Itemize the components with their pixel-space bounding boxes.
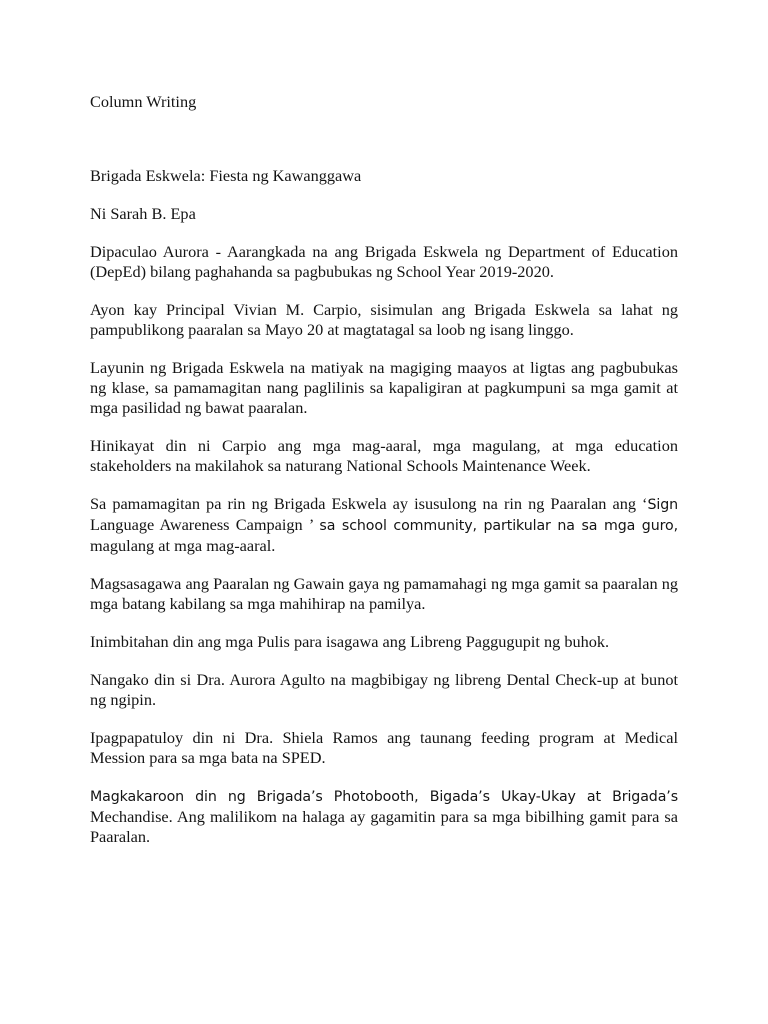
article-paragraph: Inimbitahan din ang mga Pulis para isagawa ang Libreng Paggugupit ng buhok. [90, 632, 610, 651]
article-paragraph: Nangako din si Dra. Aurora Agulto na magbibigay ng libreng Dental Check-up at bunot ng ngipin. [90, 670, 678, 709]
sign-paragraph-part: Sign [647, 497, 678, 513]
article-paragraph: Dipaculao Aurora - Aarangkada na ang Brigada Eskwela ng Department of Education (DepEd) bilang paghahanda sa pagbubukas ng School Year 2019-2020. [90, 242, 678, 281]
article-paragraph: Hinikayat din ni Carpio ang mga mag-aaral, mga magulang, at mga education stakeholders na makilahok sa naturang National Schools Maintenance Week. [90, 436, 678, 475]
closing-paragraph-part: Magkakaroon din ng Brigada’s Photobooth, Bigada’s Ukay-Ukay at Brigada’s [90, 789, 678, 805]
sign-paragraph-part: sa school community, partikular na sa mga guro, [319, 518, 679, 534]
closing-paragraph-part: Mechandise. Ang malilikom na halaga ay gagamitin para sa mga bibilhing gamit para sa Paaralan. [90, 807, 678, 846]
document-label: Column Writing [90, 92, 197, 111]
sign-paragraph-part: Language Awareness Campaign ’ [90, 515, 320, 534]
article-byline: Ni Sarah B. Epa [90, 204, 196, 223]
article-title: Brigada Eskwela: Fiesta ng Kawanggawa [90, 166, 362, 185]
article-paragraph: Magsasagawa ang Paaralan ng Gawain gaya ng pamamahagi ng mga gamit sa paaralan ng mga batang kabilang sa mga mahihirap na pamilya. [90, 574, 678, 613]
document-page [90, 92, 678, 847]
closing-paragraph [90, 786, 678, 847]
article-paragraph: Ipagpapatuloy din ni Dra. Shiela Ramos ang taunang feeding program at Medical Mession para sa mga bata na SPED. [90, 728, 678, 767]
sign-paragraph-part: magulang at mga mag-aaral. [90, 536, 276, 555]
sign-paragraph-part: Sa pamamagitan pa rin ng Brigada Eskwela ay isusulong na rin ng Paaralan ang ‘ [90, 494, 648, 513]
article-paragraph: Layunin ng Brigada Eskwela na matiyak na magiging maayos at ligtas ang pagbubukas ng klase, sa pamamagitan nang paglilinis sa kapaligiran at pagkumpuni sa mga gamit at mga pasilidad ng bawat paaralan. [90, 358, 678, 417]
article-paragraph: Ayon kay Principal Vivian M. Carpio, sisimulan ang Brigada Eskwela sa lahat ng pampublikong paaralan sa Mayo 20 at magtatagal sa loob ng isang linggo. [90, 300, 678, 339]
sign-language-paragraph [90, 494, 678, 556]
